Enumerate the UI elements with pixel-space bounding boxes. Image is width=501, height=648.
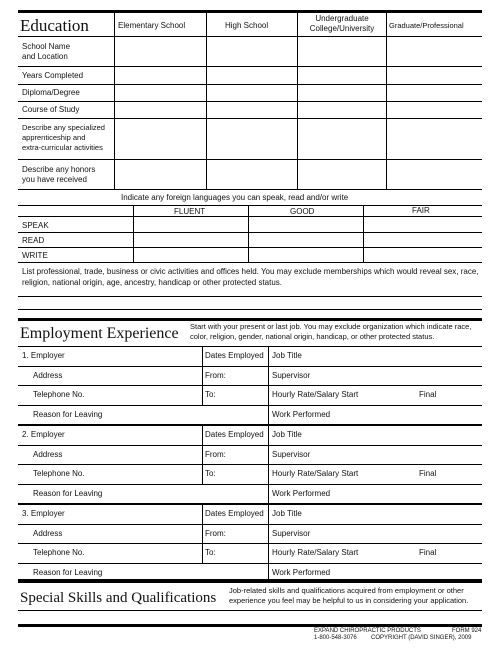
edu-row-diploma: Diploma/Degree	[22, 88, 80, 97]
job-title-label: Job Title	[272, 509, 302, 518]
job-title-label: Job Title	[272, 351, 302, 360]
final-label: Final	[419, 469, 437, 478]
dates-employed-label: Dates Employed	[205, 351, 264, 360]
employer-label: 3. Employer	[22, 509, 65, 518]
telephone-label: Telephone No.	[33, 548, 85, 557]
edu-row-years: Years Completed	[22, 71, 84, 80]
employment-title: Employment Experience	[20, 325, 179, 342]
employer-label: 2. Employer	[22, 430, 65, 439]
employment-note: Start with your present or last job. You may exclude organization which indicate race, color, religion, gender, national origin, handicap, or other protected status.	[190, 322, 472, 341]
skills-note: Job-related skills and qualifications acquired from employment or other experience you feel may be helpful to us in considering your application.	[229, 586, 469, 605]
reason-leaving-label: Reason for Leaving	[33, 567, 103, 577]
work-performed-label: Work Performed	[272, 488, 331, 498]
reason-leaving-label: Reason for Leaving	[33, 488, 103, 498]
footer-phone: 1-800-548-3076	[314, 635, 357, 641]
dates-employed-label: Dates Employed	[205, 430, 264, 439]
lang-row-speak: SPEAK	[22, 221, 49, 230]
address-label: Address	[33, 528, 63, 538]
address-label: Address	[33, 449, 63, 459]
final-label: Final	[419, 548, 437, 557]
edu-row-specialized: Describe any specialized apprenticeship and extra-curricular activities	[22, 123, 105, 152]
edu-row-school: School Name and Location	[22, 42, 71, 61]
edu-col-high: High School	[225, 21, 269, 30]
from-label: From:	[205, 449, 226, 459]
activities-text: List professional, trade, business or civic activities and offices held. You may exclude memberships which would reveal sex, race, religion, national origin, age, ancestry, handicap or other protected status.	[22, 267, 479, 287]
dates-employed-label: Dates Employed	[205, 509, 264, 518]
to-label: To:	[205, 548, 216, 557]
education-title: Education	[20, 16, 89, 35]
from-label: From:	[205, 370, 226, 380]
edu-col-graduate: Graduate/Professional	[389, 21, 464, 30]
salary-start-label: Hourly Rate/Salary Start	[272, 469, 359, 478]
edu-row-course: Course of Study	[22, 105, 80, 114]
footer-form: FORM 924	[452, 628, 482, 634]
supervisor-label: Supervisor	[272, 528, 311, 538]
work-performed-label: Work Performed	[272, 567, 331, 577]
footer-company: EXPAND CHIROPRACTIC PRODUCTS	[314, 628, 421, 634]
from-label: From:	[205, 528, 226, 538]
reason-leaving-label: Reason for Leaving	[33, 409, 103, 419]
final-label: Final	[419, 390, 437, 399]
telephone-label: Telephone No.	[33, 469, 85, 478]
supervisor-label: Supervisor	[272, 449, 311, 459]
to-label: To:	[205, 390, 216, 399]
lang-col-fluent: FLUENT	[174, 207, 206, 216]
work-performed-label: Work Performed	[272, 409, 331, 419]
skills-title: Special Skills and Qualifications	[20, 590, 217, 606]
to-label: To:	[205, 469, 216, 478]
lang-col-fair: FAIR	[412, 206, 430, 215]
telephone-label: Telephone No.	[33, 390, 85, 399]
address-label: Address	[33, 370, 63, 380]
edu-row-honors: Describe any honors you have received	[22, 165, 96, 184]
lang-row-read: READ	[22, 236, 45, 245]
footer-copyright: COPYRIGHT (DAVID SINGER), 2009	[371, 635, 472, 641]
edu-col-undergrad: Undergraduate College/University	[309, 14, 375, 33]
edu-col-elementary: Elementary School	[118, 21, 186, 30]
languages-heading: Indicate any foreign languages you can speak, read and/or write	[121, 193, 349, 202]
lang-col-good: GOOD	[290, 207, 315, 216]
supervisor-label: Supervisor	[272, 370, 311, 380]
lang-row-write: WRITE	[22, 251, 48, 260]
employer-label: 1. Employer	[22, 351, 65, 360]
salary-start-label: Hourly Rate/Salary Start	[272, 390, 359, 399]
job-title-label: Job Title	[272, 430, 302, 439]
salary-start-label: Hourly Rate/Salary Start	[272, 548, 359, 557]
